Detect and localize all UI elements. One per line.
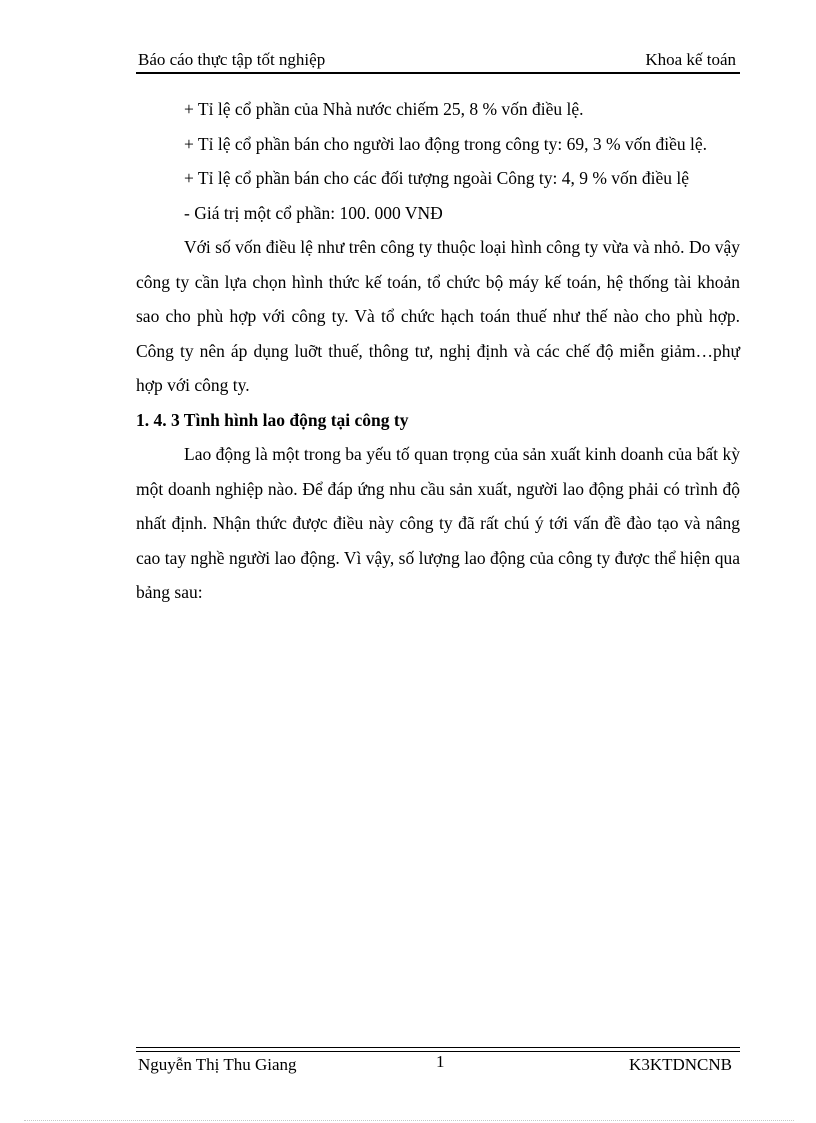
document-body [136, 92, 740, 610]
paragraph-labor: Lao động là một trong ba yếu tố quan trọng của sản xuất kinh doanh của bất kỳ một doanh nghiệp nào. Để đáp ứng nhu cầu sản xuất, người lao động phải có trình độ nhất định. Nhận thức được điều này công ty đã rất chú ý tới vấn đề đào tạo và nâng cao tay nghề người lao động. Vì vậy, số lượng lao động của công ty được thể hiện qua bảng sau: [136, 444, 740, 602]
header-title: Báo cáo thực tập tốt nghiệp [138, 50, 326, 69]
share-ratio-employees: + Tỉ lệ cổ phần bán cho người lao động trong công ty: 69, 3 % vốn điều lệ. [184, 133, 708, 154]
footer-class-code: K3KTDNCNB [629, 1055, 732, 1074]
page-number: 1 [436, 1052, 445, 1071]
page-header [136, 48, 740, 74]
paragraph-capital: Với số vốn điều lệ như trên công ty thuộc loại hình công ty vừa và nhỏ. Do vậy công ty cần lựa chọn hình thức kế toán, tổ chức bộ máy kế toán, hệ thống tài khoản sao cho phù hợp với công ty. Và tổ chức hạch toán thuế như thế nào cho phù hợp. Công ty nên áp dụng luỡt thuế, thông tư, nghị định và các chế độ miễn giảm…phự hợp với công ty. [136, 237, 740, 395]
share-ratio-state: + Tỉ lệ cổ phần của Nhà nước chiếm 25, 8 % vốn điều lệ. [184, 99, 584, 119]
share-ratio-outsiders: + Tỉ lệ cổ phần bán cho các đối tượng ngoài Công ty: 4, 9 % vốn điều lệ [184, 168, 690, 188]
share-value: - Giá trị một cổ phần: 100. 000 VNĐ [184, 202, 443, 223]
section-heading: 1. 4. 3 Tình hình lao động tại công ty [136, 409, 409, 430]
header-department: Khoa kế toán [645, 50, 736, 69]
page-bottom-border [24, 1120, 794, 1121]
page-footer [136, 1052, 740, 1076]
footer-author: Nguyễn Thị Thu Giang [138, 1055, 297, 1074]
